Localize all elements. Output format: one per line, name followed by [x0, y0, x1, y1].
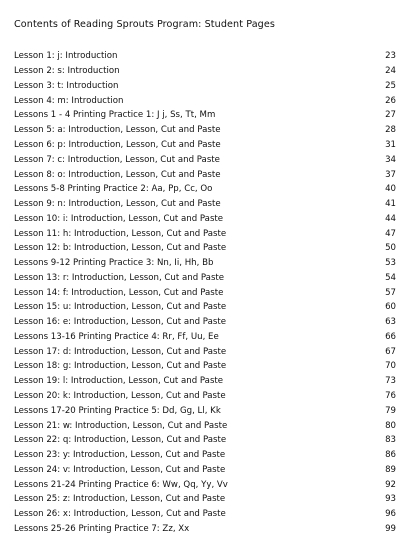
toc-entry	[14, 167, 396, 182]
toc-entry-page-number: 50	[385, 243, 396, 254]
toc-entry	[14, 79, 396, 94]
toc-entry-label: Lesson 13: r: Introduction, Lesson, Cut and Paste	[14, 272, 225, 283]
toc-entry-page-number: 83	[385, 435, 396, 446]
toc-entry	[14, 270, 396, 285]
toc-entry	[14, 285, 396, 300]
toc-entry-label: Lesson 11: h: Introduction, Lesson, Cut and Paste	[14, 228, 227, 239]
toc-entry	[14, 138, 396, 153]
toc-entry-label: Lesson 18: g: Introduction, Lesson, Cut and Paste	[14, 361, 227, 372]
toc-entry	[14, 93, 396, 108]
toc-entry	[14, 448, 396, 463]
toc-entry	[14, 389, 396, 404]
toc-entry-page-number: 47	[385, 228, 396, 239]
toc-entry	[14, 403, 396, 418]
toc-entry-page-number: 53	[385, 258, 396, 269]
toc-entry-page-number: 41	[385, 199, 396, 210]
toc-entry-label: Lesson 8: o: Introduction, Lesson, Cut and Paste	[14, 169, 221, 180]
toc-entry-page-number: 79	[385, 405, 396, 416]
toc-entry-page-number: 86	[385, 450, 396, 461]
toc-entry-page-number: 34	[385, 154, 396, 165]
toc-entry	[14, 49, 396, 64]
toc-entry	[14, 507, 396, 522]
toc-entry-page-number: 54	[385, 272, 396, 283]
toc-entry-label: Lessons 25-26 Printing Practice 7: Zz, Xx	[14, 523, 190, 534]
toc-entry-label: Lesson 19: l: Introduction, Lesson, Cut and Paste	[14, 376, 224, 387]
toc-entry-page-number: 60	[385, 302, 396, 313]
toc-entry-label: Lesson 1: j: Introduction	[14, 51, 118, 62]
toc-entry-label: Lessons 5-8 Printing Practice 2: Aa, Pp, Cc, Oo	[14, 184, 213, 195]
toc-entry-page-number: 24	[385, 66, 396, 77]
toc-entry	[14, 197, 396, 212]
toc-entry	[14, 418, 396, 433]
toc-entry-label: Lessons 13-16 Printing Practice 4: Rr, Ff, Uu, Ee	[14, 331, 219, 342]
toc-entry-label: Lesson 12: b: Introduction, Lesson, Cut and Paste	[14, 243, 227, 254]
toc-entry-page-number: 70	[385, 361, 396, 372]
toc-entry	[14, 241, 396, 256]
toc-entry-label: Lesson 17: d: Introduction, Lesson, Cut and Paste	[14, 346, 227, 357]
toc-entry	[14, 300, 396, 315]
toc-entry-page-number: 37	[385, 169, 396, 180]
toc-entry-page-number: 25	[385, 80, 396, 91]
toc-entry-page-number: 93	[385, 494, 396, 505]
toc-entry-page-number: 63	[385, 317, 396, 328]
toc-entry-label: Lesson 26: x: Introduction, Lesson, Cut and Paste	[14, 509, 226, 520]
toc-entry-page-number: 26	[385, 95, 396, 106]
toc-entry	[14, 256, 396, 271]
toc-entry-page-number: 76	[385, 390, 396, 401]
toc-entry	[14, 433, 396, 448]
toc-entry-page-number: 23	[385, 51, 396, 62]
toc-entry	[14, 477, 396, 492]
toc-entry-label: Lesson 24: v: Introduction, Lesson, Cut and Paste	[14, 464, 226, 475]
toc-entry	[14, 211, 396, 226]
toc-entry-label: Lesson 25: z: Introduction, Lesson, Cut and Paste	[14, 494, 226, 505]
toc-entry-page-number: 66	[385, 331, 396, 342]
toc-entry-page-number: 67	[385, 346, 396, 357]
toc-entry	[14, 64, 396, 79]
toc-entry-label: Lesson 10: i: Introduction, Lesson, Cut and Paste	[14, 213, 224, 224]
toc-entry-label: Lessons 1 - 4 Printing Practice 1: J j, Ss, Tt, Mm	[14, 110, 216, 121]
page-title: Contents of Reading Sprouts Program: Student Pages	[14, 19, 275, 30]
toc-entry-label: Lesson 4: m: Introduction	[14, 95, 124, 106]
toc-entry-label: Lesson 3: t: Introduction	[14, 80, 119, 91]
toc-entry	[14, 123, 396, 138]
toc-entry-label: Lesson 21: w: Introduction, Lesson, Cut and Paste	[14, 420, 228, 431]
toc-entry-label: Lesson 16: e: Introduction, Lesson, Cut and Paste	[14, 317, 226, 328]
toc-entry-page-number: 96	[385, 509, 396, 520]
toc-entry	[14, 344, 396, 359]
toc-entry	[14, 315, 396, 330]
toc-entry	[14, 462, 396, 477]
toc-entry	[14, 374, 396, 389]
toc-entry-label: Lesson 9: n: Introduction, Lesson, Cut and Paste	[14, 199, 221, 210]
toc-entry-label: Lesson 7: c: Introduction, Lesson, Cut and Paste	[14, 154, 220, 165]
toc-entry	[14, 492, 396, 507]
toc-entry-page-number: 31	[385, 139, 396, 150]
toc-entry-page-number: 27	[385, 110, 396, 121]
toc-entry	[14, 330, 396, 345]
toc-entry-page-number: 28	[385, 125, 396, 136]
toc-entry-label: Lesson 15: u: Introduction, Lesson, Cut and Paste	[14, 302, 227, 313]
toc-entry	[14, 226, 396, 241]
toc-entry-label: Lesson 20: k: Introduction, Lesson, Cut and Paste	[14, 390, 226, 401]
toc-entry-page-number: 99	[385, 523, 396, 534]
toc-entry-page-number: 57	[385, 287, 396, 298]
toc-entry	[14, 522, 396, 537]
toc-entry-label: Lesson 23: y: Introduction, Lesson, Cut and Paste	[14, 450, 226, 461]
toc-entry-label: Lessons 17-20 Printing Practice 5: Dd, Gg, Ll, Kk	[14, 405, 221, 416]
toc-entry-page-number: 80	[385, 420, 396, 431]
toc-entry	[14, 108, 396, 123]
toc-entry-label: Lessons 21-24 Printing Practice 6: Ww, Qq, Yy, Vv	[14, 479, 228, 490]
toc-entry-label: Lesson 6: p: Introduction, Lesson, Cut and Paste	[14, 139, 221, 150]
toc-entry-label: Lesson 5: a: Introduction, Lesson, Cut and Paste	[14, 125, 221, 136]
table-of-contents	[14, 49, 396, 536]
toc-entry-label: Lesson 2: s: Introduction	[14, 66, 120, 77]
toc-entry-label: Lesson 22: q: Introduction, Lesson, Cut and Paste	[14, 435, 227, 446]
toc-entry-page-number: 40	[385, 184, 396, 195]
toc-entry	[14, 182, 396, 197]
toc-entry	[14, 359, 396, 374]
toc-entry	[14, 152, 396, 167]
toc-entry-page-number: 73	[385, 376, 396, 387]
toc-entry-label: Lesson 14: f: Introduction, Lesson, Cut and Paste	[14, 287, 224, 298]
toc-entry-page-number: 89	[385, 464, 396, 475]
toc-entry-page-number: 44	[385, 213, 396, 224]
toc-entry-page-number: 92	[385, 479, 396, 490]
toc-entry-label: Lessons 9-12 Printing Practice 3: Nn, Ii, Hh, Bb	[14, 258, 214, 269]
